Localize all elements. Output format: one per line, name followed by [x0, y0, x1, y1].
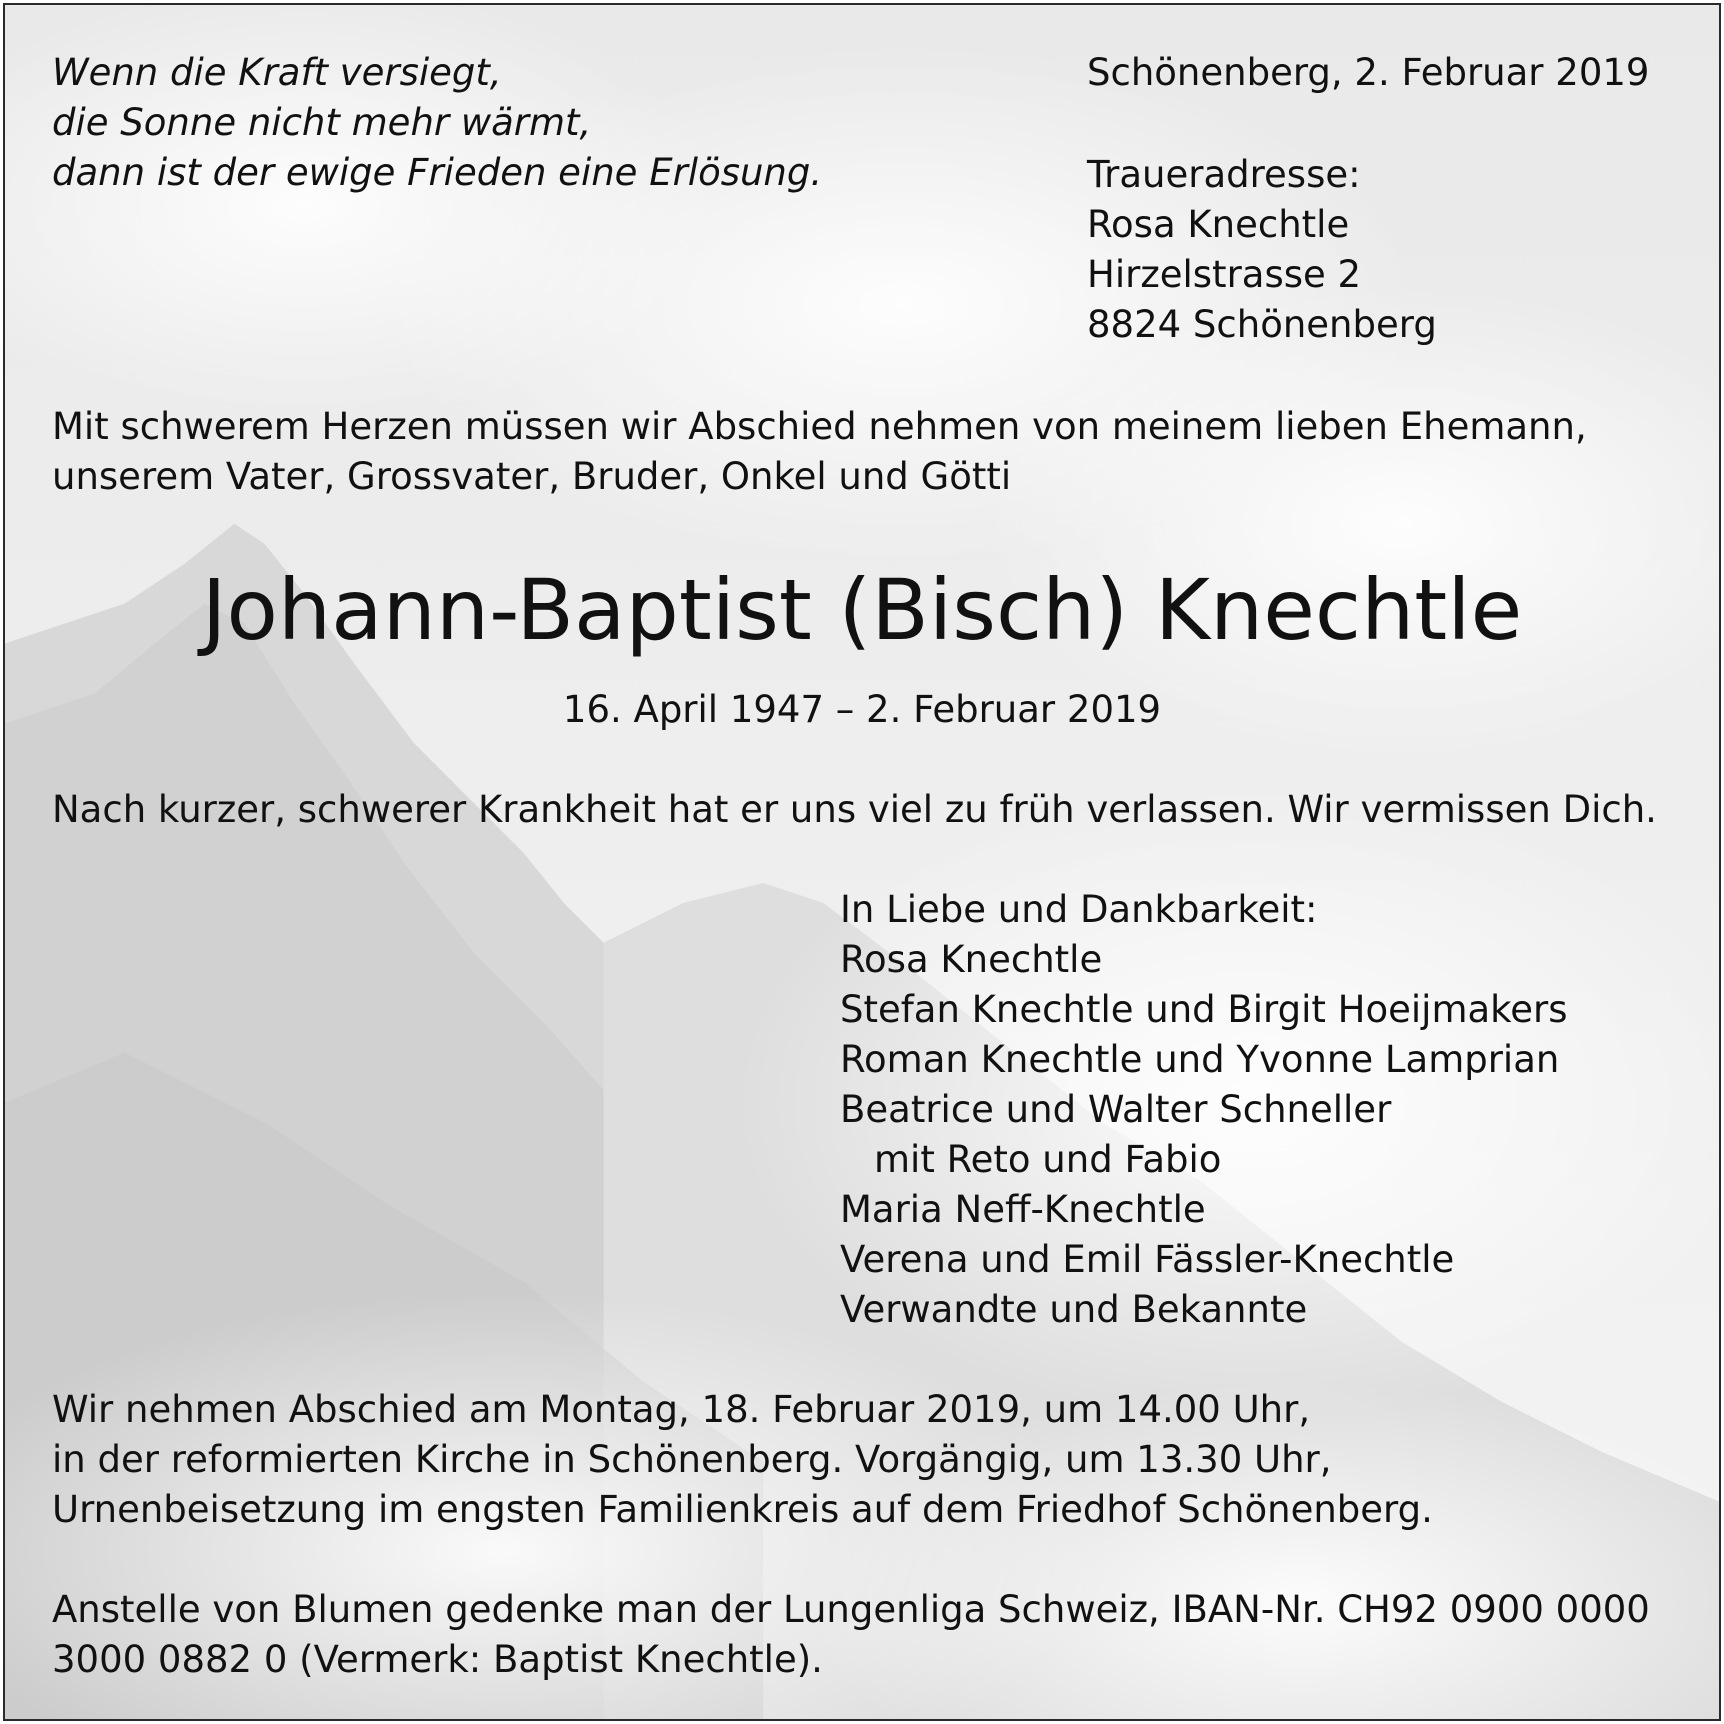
intro-line: unserem Vater, Grossvater, Bruder, Onkel und Götti — [52, 455, 1012, 498]
ceremony-details — [52, 1385, 1433, 1535]
address-label: Traueradresse: — [1087, 153, 1361, 196]
obituary-notice — [3, 3, 1721, 1721]
mourner-name: Verwandte und Bekannte — [840, 1288, 1308, 1331]
mourners-list — [840, 885, 1568, 1335]
donation-note — [52, 1585, 1650, 1685]
donation-line: 3000 0882 0 (Vermerk: Baptist Knechtle). — [52, 1638, 823, 1681]
ceremony-line: Wir nehmen Abschied am Montag, 18. Februar 2019, um 14.00 Uhr, — [52, 1388, 1311, 1431]
address-line: Hirzelstrasse 2 — [1087, 253, 1362, 296]
mourner-name: mit Reto und Fabio — [874, 1138, 1222, 1181]
intro-text — [52, 402, 1587, 502]
poem-line: dann ist der ewige Frieden eine Erlösung. — [52, 151, 823, 194]
mourner-name: Rosa Knechtle — [840, 938, 1103, 981]
deceased-name: Johann-Baptist (Bisch) Knechtle — [201, 561, 1523, 659]
address-line: Rosa Knechtle — [1087, 203, 1350, 246]
intro-line: Mit schwerem Herzen müssen wir Abschied nehmen von meinem lieben Ehemann, — [52, 405, 1587, 448]
mourner-name: Maria Neff-Knechtle — [840, 1188, 1206, 1231]
statement: Nach kurzer, schwerer Krankheit hat er uns viel zu früh verlassen. Wir vermissen Dich. — [52, 788, 1657, 831]
poem-line: Wenn die Kraft versiegt, — [52, 51, 502, 94]
ceremony-line: in der reformierten Kirche in Schönenberg. Vorgängig, um 13.30 Uhr, — [52, 1438, 1332, 1481]
ceremony-line: Urnenbeisetzung im engsten Familienkreis auf dem Friedhof Schönenberg. — [52, 1488, 1433, 1531]
mourning-address — [1087, 150, 1437, 350]
mourner-name: Verena und Emil Fässler-Knechtle — [840, 1238, 1455, 1281]
life-dates: 16. April 1947 – 2. Februar 2019 — [562, 688, 1162, 731]
mourner-name: Beatrice und Walter Schneller — [840, 1088, 1392, 1131]
poem-line: die Sonne nicht mehr wärmt, — [52, 101, 592, 144]
donation-line: Anstelle von Blumen gedenke man der Lungenliga Schweiz, IBAN-Nr. CH92 0900 0000 — [52, 1588, 1650, 1631]
mourners-heading: In Liebe und Dankbarkeit: — [840, 888, 1318, 931]
mourner-name: Stefan Knechtle und Birgit Hoeijmakers — [840, 988, 1568, 1031]
poem — [52, 48, 822, 198]
place-date: Schönenberg, 2. Februar 2019 — [1087, 51, 1650, 94]
mourner-name: Roman Knechtle und Yvonne Lamprian — [840, 1038, 1560, 1081]
address-line: 8824 Schönenberg — [1087, 303, 1437, 346]
